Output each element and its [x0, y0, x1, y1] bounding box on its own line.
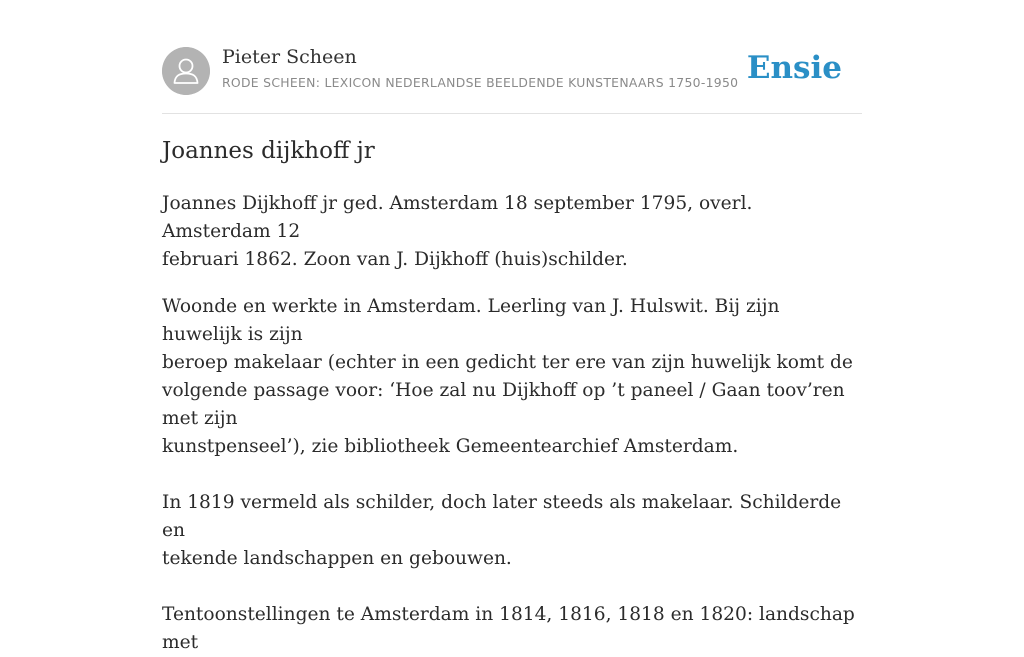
- paragraph-2-line-3: volgende passage voor: ‘Hoe zal nu Dijkhoff op ’t paneel / Gaan toov’ren met zijn: [162, 380, 845, 429]
- article-header: [162, 46, 862, 96]
- paragraph-1: [162, 190, 862, 274]
- article-body: [162, 190, 862, 657]
- paragraph-4-line-1: Tentoonstellingen te Amsterdam in 1814, 1816, 1818 en 1820: landschap met: [162, 604, 855, 653]
- paragraph-3: [162, 489, 862, 573]
- paragraph-3-line-1: In 1819 vermeld als schilder, doch later steeds als makelaar. Schilderde en: [162, 492, 842, 541]
- paragraph-1-line-2: februari 1862. Zoon van J. Dijkhoff (huis)schilder.: [162, 249, 628, 270]
- paragraph-2: [162, 293, 862, 461]
- paragraph-1-line-1: Joannes Dijkhoff jr ged. Amsterdam 18 september 1795, overl. Amsterdam 12: [162, 193, 753, 242]
- author-name[interactable]: Pieter Scheen: [222, 46, 357, 68]
- paragraph-2-line-2: beroep makelaar (echter in een gedicht ter ere van zijn huwelijk komt de: [162, 352, 853, 373]
- user-avatar-icon[interactable]: [162, 47, 210, 95]
- header-divider: [162, 113, 862, 114]
- paragraph-3-line-2: tekende landschappen en gebouwen.: [162, 548, 512, 569]
- paragraph-2-line-4: kunstpenseel’), zie bibliotheek Gemeentearchief Amsterdam.: [162, 436, 739, 457]
- brand-logo[interactable]: Ensie: [746, 50, 842, 86]
- page-title: Joannes dijkhoff jr: [162, 138, 375, 164]
- source-lexicon[interactable]: RODE SCHEEN: LEXICON NEDERLANDSE BEELDENDE KUNSTENAARS 1750-1950: [222, 75, 739, 90]
- paragraph-2-line-1: Woonde en werkte in Amsterdam. Leerling van J. Hulswit. Bij zijn huwelijk is zijn: [162, 296, 780, 345]
- paragraph-4: [162, 601, 862, 657]
